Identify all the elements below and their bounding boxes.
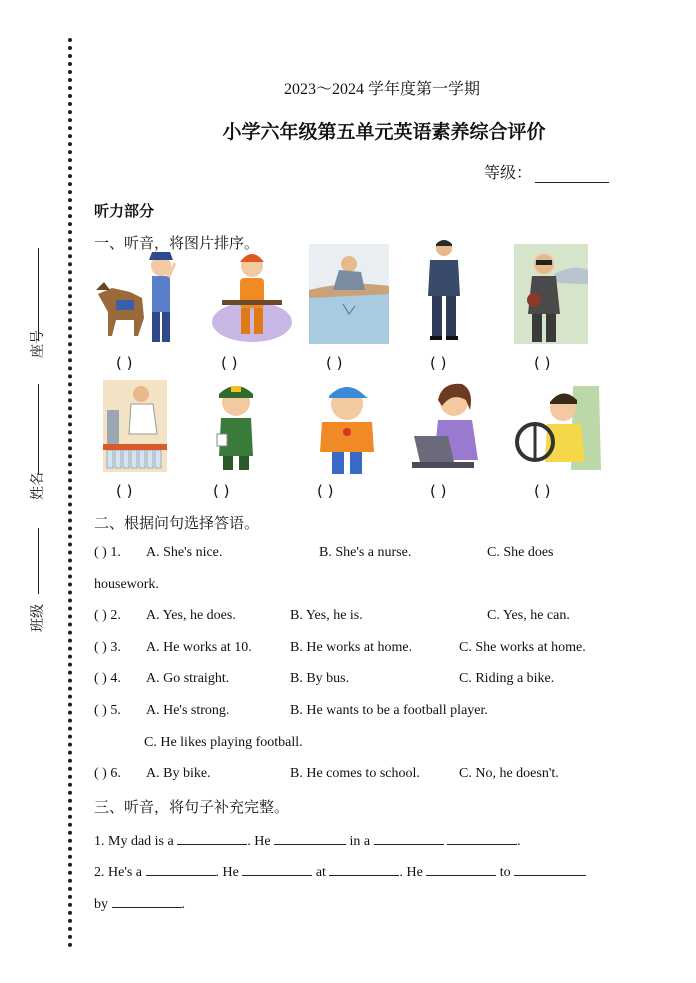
q4-option-a: A. Go straight. xyxy=(146,671,230,686)
binding-dotted-line xyxy=(68,38,72,948)
s1-blank-2[interactable] xyxy=(274,830,346,845)
part3-title: 三、听音，将句子补充完整。 xyxy=(94,798,290,816)
class-label: 班级 xyxy=(30,604,46,632)
s1-blank-1[interactable] xyxy=(177,830,247,845)
s2-blank-6[interactable] xyxy=(112,893,182,908)
q2-option-a: A. Yes, he does. xyxy=(146,608,236,623)
q5-number[interactable]: ( ) 5. xyxy=(94,703,121,718)
q1-option-c-cont: housework. xyxy=(94,577,159,592)
s2-blank-3[interactable] xyxy=(329,861,399,876)
answer-paren-6[interactable]: ( ) xyxy=(116,482,133,500)
school-year: 2023～2024 学年度第一学期 xyxy=(283,81,480,98)
q2-option-b: B. Yes, he is. xyxy=(290,608,363,623)
q5-option-a: A. He's strong. xyxy=(146,703,230,718)
s1-blank-3[interactable] xyxy=(374,830,444,845)
sentence-2: 2. He's a . He at . He to xyxy=(94,861,586,881)
q3-option-b: B. He works at home. xyxy=(290,640,413,655)
q2-option-c: C. Yes, he can. xyxy=(487,608,570,623)
q6-option-b: B. He comes to school. xyxy=(290,766,420,781)
q6-number[interactable]: ( ) 6. xyxy=(94,766,121,781)
s2-blank-4[interactable] xyxy=(426,861,496,876)
answer-paren-5[interactable]: ( ) xyxy=(534,354,551,372)
answer-paren-2[interactable]: ( ) xyxy=(221,354,238,372)
answer-paren-10[interactable]: ( ) xyxy=(534,482,551,500)
grade-field: 等级： xyxy=(484,160,609,183)
answer-paren-4[interactable]: ( ) xyxy=(430,354,447,372)
worker-picture xyxy=(210,246,294,346)
part2-title: 二、根据问句选择答语。 xyxy=(94,514,260,532)
part1-title: 一、听音，将图片排序。 xyxy=(94,234,260,252)
athlete-picture xyxy=(312,378,382,476)
grade-blank[interactable] xyxy=(535,167,609,183)
q4-option-c: C. Riding a bike. xyxy=(459,671,555,686)
postman-picture xyxy=(213,380,259,472)
q4-number[interactable]: ( ) 4. xyxy=(94,671,121,686)
answer-paren-7[interactable]: ( ) xyxy=(213,482,230,500)
name-label: 姓名 xyxy=(30,472,46,500)
q1-option-b: B. She's a nurse. xyxy=(319,545,412,560)
answer-paren-1[interactable]: ( ) xyxy=(116,354,133,372)
q3-option-c: C. She works at home. xyxy=(459,640,586,655)
answer-paren-3[interactable]: ( ) xyxy=(326,354,343,372)
q4-option-b: B. By bus. xyxy=(290,671,350,686)
scientist-picture xyxy=(103,380,167,472)
name-line xyxy=(38,384,39,474)
q5-option-b: B. He wants to be a football player. xyxy=(290,703,488,718)
fisherman-picture xyxy=(309,244,389,344)
q6-option-a: A. By bike. xyxy=(146,766,211,781)
answer-paren-9[interactable]: ( ) xyxy=(430,482,447,500)
q1-option-c: C. She does xyxy=(487,545,554,560)
answer-paren-8[interactable]: ( ) xyxy=(317,482,334,500)
s2-blank-1[interactable] xyxy=(146,861,216,876)
policewoman-dog-picture xyxy=(94,246,178,346)
s2-blank-2[interactable] xyxy=(242,861,312,876)
page-title: 小学六年级第五单元英语素养综合评价 xyxy=(222,121,546,143)
woman-laptop-picture xyxy=(412,380,490,472)
q1-option-a: A. She's nice. xyxy=(146,545,223,560)
driver-picture xyxy=(515,380,603,474)
class-line xyxy=(38,528,39,594)
sentence-2-cont: by . xyxy=(94,893,185,913)
q3-number[interactable]: ( ) 3. xyxy=(94,640,121,655)
q2-number[interactable]: ( ) 2. xyxy=(94,608,121,623)
q6-option-c: C. No, he doesn't. xyxy=(459,766,559,781)
seat-label: 座号 xyxy=(30,330,46,358)
q5-option-c: C. He likes playing football. xyxy=(144,735,303,750)
s2-blank-5[interactable] xyxy=(514,861,586,876)
seat-line xyxy=(38,248,39,340)
q3-option-a: A. He works at 10. xyxy=(146,640,252,655)
sentence-1: 1. My dad is a . He in a . xyxy=(94,830,521,850)
listening-title: 听力部分 xyxy=(94,202,155,220)
businessman-picture xyxy=(422,238,466,342)
q1-number[interactable]: ( ) 1. xyxy=(94,545,121,560)
pilot-picture xyxy=(514,244,588,344)
s1-blank-4[interactable] xyxy=(447,830,517,845)
